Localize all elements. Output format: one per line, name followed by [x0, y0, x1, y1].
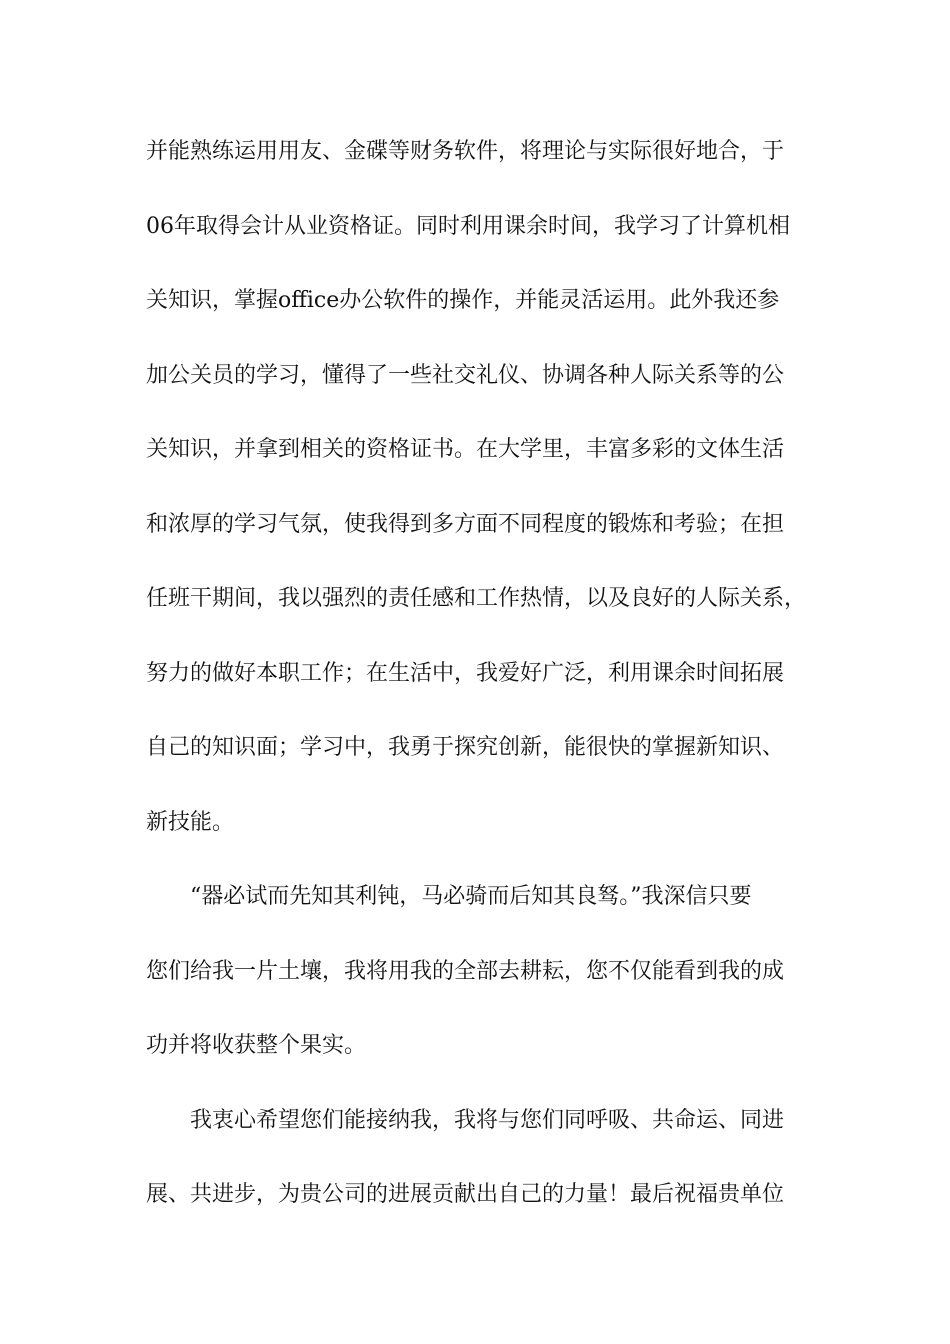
paragraph-first-line: “器必试而先知其利钝，马必骑而后知其良驽。”我深信只要 — [190, 884, 752, 909]
text-line: 任班干期间，我以强烈的责任感和工作热情，以及良好的人际关系， — [146, 586, 807, 611]
text-line: 自己的知识面；学习中，我勇于探究创新，能很快的掌握新知识、 — [146, 735, 785, 760]
text-line: 并能熟练运用用友、金碟等财务软件，将理论与实际很好地合，于 — [146, 139, 785, 164]
text-line: 努力的做好本职工作；在生活中，我爱好广泛，利用课余时间拓展 — [146, 660, 785, 686]
text-line: 功并将收获整个果实。 — [146, 1033, 367, 1058]
text-line: 关知识，并拿到相关的资格证书。在大学里，丰富多彩的文体生活 — [146, 437, 785, 462]
text-line: 和浓厚的学习气氛，使我得到多方面不同程度的锻炼和考验；在担 — [146, 511, 785, 537]
document-body — [146, 126, 836, 1244]
text-line: 您们给我一片土壤，我将用我的全部去耕耘，您不仅能看到我的成 — [146, 958, 785, 984]
paragraph-first-line: 我衷心希望您们能接纳我，我将与您们同呼吸、共命运、同进 — [190, 1107, 785, 1133]
text-line: 06年取得会计从业资格证。同时利用课余时间，我学习了计算机相 — [146, 213, 790, 239]
text-line: 加公关员的学习，懂得了一些社交礼仪、协调各种人际关系等的公 — [146, 362, 785, 388]
text-line: 新技能。 — [146, 809, 235, 835]
text-line: 展、共进步，为贵公司的进展贡献出自己的力量！最后祝福贵单位 — [146, 1182, 785, 1207]
text-line: 关知识，掌握office办公软件的操作，并能灵活运用。此外我还参 — [146, 288, 780, 313]
